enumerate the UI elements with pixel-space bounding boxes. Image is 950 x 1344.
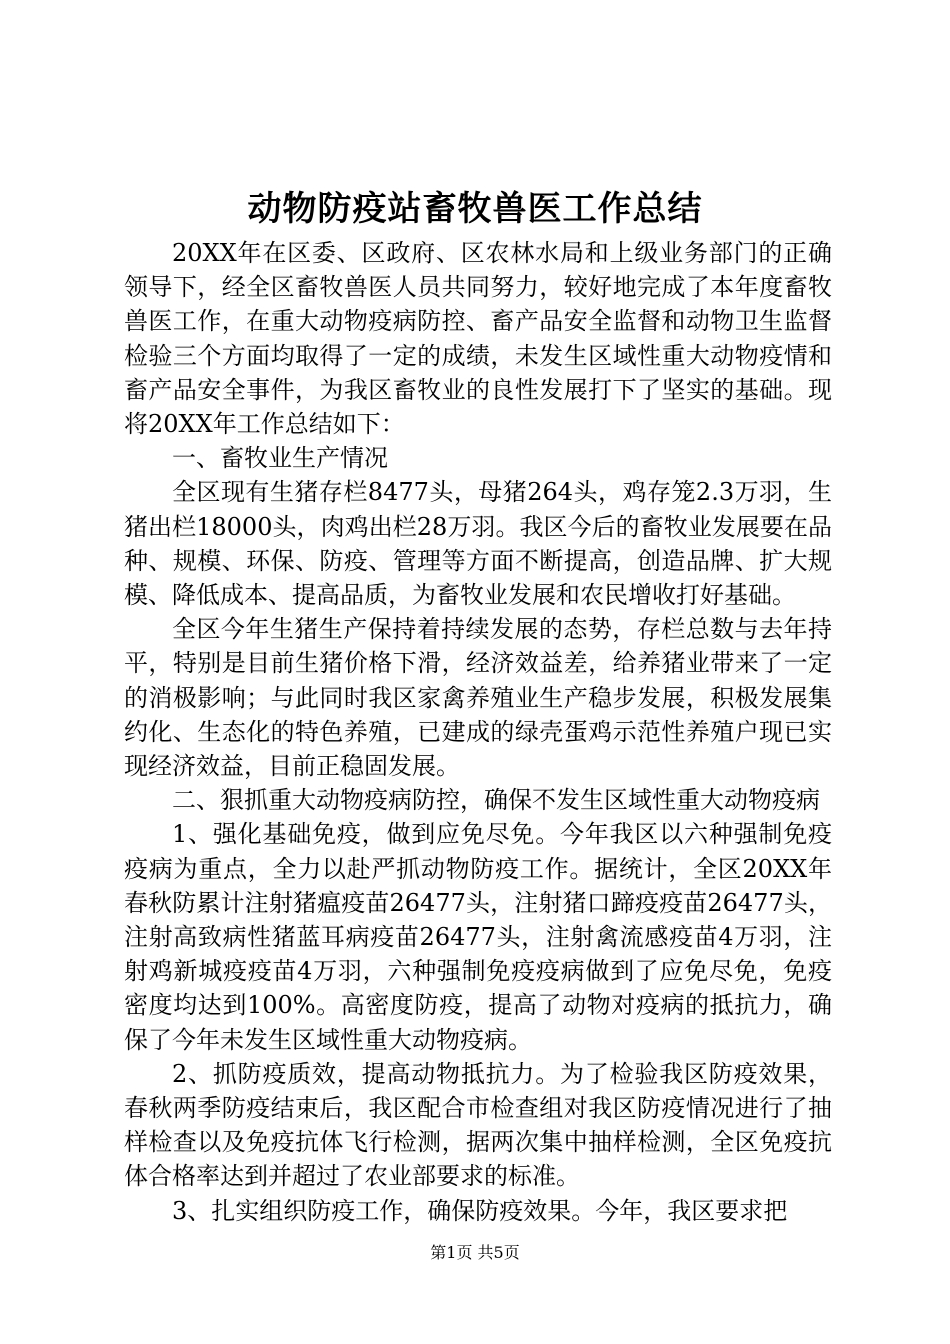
document-body [124,236,832,1228]
paragraph-pig-production: 全区今年生猪生产保持着持续发展的态势，存栏总数与去年持平，特别是目前生猪价格下滑，经济效益差，给养猪业带来了一定的消极影响；与此同时我区家禽养殖业生产稳步发展，积极发展集约化、生态化的特色养殖，已建成的绿壳蛋鸡示范性养殖户现已实现经济效益，目前正稳固发展。 [124,615,832,781]
paragraph-prevention-work: 3、扎实组织防疫工作，确保防疫效果。今年，我区要求把 [172,1196,788,1225]
heading-section-1: 一、畜牧业生产情况 [172,444,388,473]
paragraph-livestock-stats: 全区现有生猪存栏8477头，母猪264头，鸡存笼2.3万羽，生猪出栏18000头，肉鸡出栏28万羽。我区今后的畜牧业发展要在品种、规模、环保、防疫、管理等方面不断提高，创造品牌、扩大规模、降低成本、提高品质，为畜牧业发展和农民增收打好基础。 [124,478,832,610]
paragraph-prevention-quality: 2、抓防疫质效，提高动物抵抗力。为了检验我区防疫效果，春秋两季防疫结束后，我区配合市检查组对我区防疫情况进行了抽样检查以及免疫抗体飞行检测，据两次集中抽样检测，全区免疫抗体合格率达到并超过了农业部要求的标准。 [124,1059,832,1191]
document-title: 动物防疫站畜牧兽医工作总结 [247,189,703,229]
paragraph-immunization: 1、强化基础免疫，做到应免尽免。今年我区以六种强制免疫疫病为重点，全力以赴严抓动物防疫工作。据统计，全区20XX年春秋防累计注射猪瘟疫苗26477头，注射猪口蹄疫疫苗26477头，注射高致病性猪蓝耳病疫苗26477头，注射禽流感疫苗4万羽，注射鸡新城疫疫苗4万羽，六种强制免疫疫病做到了应免尽免，免疫密度均达到100%。高密度防疫，提高了动物对疫病的抵抗力，确保了今年未发生区域性重大动物疫病。 [124,820,832,1054]
page-number-footer: 第1页 共5页 [430,1243,520,1262]
paragraph-intro: 20XX年在区委、区政府、区农林水局和上级业务部门的正确领导下，经全区畜牧兽医人员共同努力，较好地完成了本年度畜牧兽医工作，在重大动物疫病防控、畜产品安全监督和动物卫生监督检验三个方面均取得了一定的成绩，未发生区域性重大动物疫情和畜产品安全事件，为我区畜牧业的良性发展打下了坚实的基础。现将20XX年工作总结如下： [124,239,832,439]
heading-section-2: 二、狠抓重大动物疫病防控，确保不发生区域性重大动物疫病 [172,786,820,815]
